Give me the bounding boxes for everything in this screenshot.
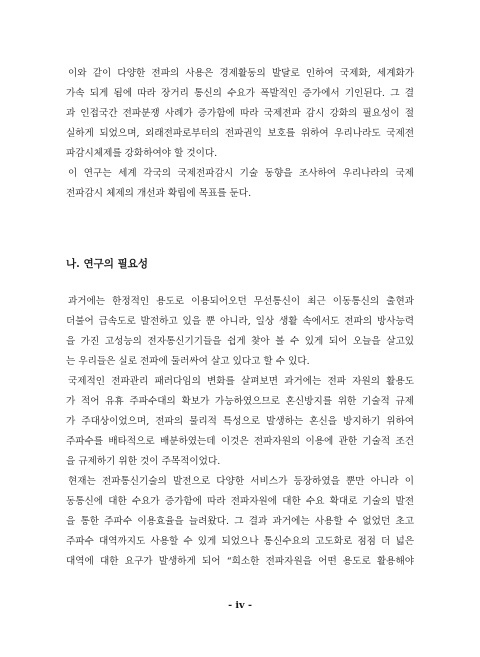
text-line: 는 우리들은 실로 전파에 둘러싸여 살고 있다고 할 수 있다. — [66, 356, 310, 367]
section-heading: 나. 연구의 필요성 — [66, 258, 148, 270]
page-number: - iv - — [228, 600, 252, 611]
text-line: 대역에 대한 요구가 발생하게 되어 “희소한 전파자원을 어떤 용도로 활용해야 — [66, 556, 414, 567]
text-line: 실하게 되었으며, 외래전파로부터의 전파권익 보호를 위하여 우리나라도 국제전 — [66, 128, 414, 139]
text-line: 이와 같이 다양한 전파의 사용은 경제활동의 발달로 인하여 국제화, 세계화가 — [68, 68, 414, 79]
text-line: 전파감시 체제의 개선과 확립에 목표를 둔다. — [66, 188, 252, 199]
text-line: 현재는 전파통신기술의 발전으로 다양한 서비스가 등장하였을 뿐만 아니라 이 — [68, 476, 414, 487]
text-line: 이 연구는 세계 각국의 국제전파감시 기술 동향을 조사하여 우리나라의 국제 — [68, 168, 414, 179]
text-line: 가 주대상이었으며, 전파의 물리적 특성으로 발생하는 혼신을 방지하기 위하여 — [66, 416, 414, 427]
text-line: 과 인접국간 전파분쟁 사례가 증가함에 따라 국제전파 감시 강화의 필요성이 절 — [66, 108, 414, 119]
text-line: 을 통한 주파수 이용효율을 늘려왔다. 그 결과 과거에는 사용할 수 없었던 초고 — [66, 516, 414, 527]
text-line: 파감시체제를 강화하여야 할 것이다. — [66, 148, 218, 159]
text-line: 가속 되게 됨에 따라 장거리 통신의 수요가 폭발적인 증가에서 기인된다. 그 결 — [66, 88, 414, 99]
text-line: 주파수 대역까지도 사용할 수 있게 되었으나 통신수요의 고도화로 점점 더 넓은 — [66, 536, 414, 547]
text-line: 과거에는 한정적인 용도로 이용되어오던 무선통신이 최근 이동통신의 출현과 — [68, 296, 414, 307]
text-line: 더불어 급속도로 발전하고 있을 뿐 아니라, 일상 생활 속에서도 전파의 방사능력 — [66, 316, 414, 327]
text-line: 을 규제하기 위한 것이 주목적이었다. — [66, 456, 221, 467]
text-line: 가 적어 유휴 주파수대의 확보가 가능하였으므로 혼신방지를 위한 기술적 규제 — [66, 396, 414, 407]
text-line: 동통신에 대한 수요가 증가함에 따라 전파자원에 대한 수요 확대로 기술의 발전 — [66, 496, 414, 507]
text-line: 주파수를 배타적으로 배분하였는데 이것은 전파자원의 이용에 관한 기술적 조건 — [66, 436, 414, 447]
text-line: 을 가진 고성능의 전자통신기기들을 쉽게 찾아 볼 수 있게 되어 오늘을 살고있 — [66, 336, 414, 347]
text-line: 국제적인 전파관리 패러다임의 변화를 살펴보면 과거에는 전파 자원의 활용도 — [68, 376, 414, 387]
